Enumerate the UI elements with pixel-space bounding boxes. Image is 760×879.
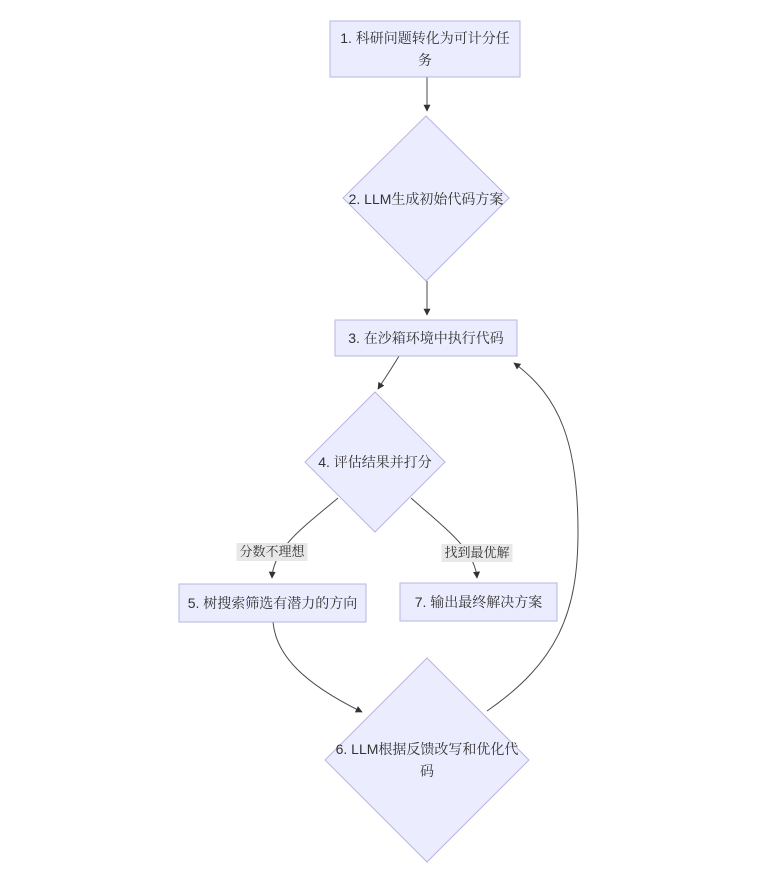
edge-label-optimal-found: 找到最优解 xyxy=(441,544,512,562)
node-n4-label: 4. 评估结果并打分 xyxy=(318,454,432,470)
node-n7-label: 7. 输出最终解决方案 xyxy=(414,594,543,610)
node-n6-label: 6. LLM根据反馈改写和优化代码 xyxy=(335,741,519,779)
node-n3-label: 3. 在沙箱环境中执行代码 xyxy=(348,330,504,346)
node-n5-label: 5. 树搜索筛选有潜力的方向 xyxy=(187,595,358,611)
node-n2-label: 2. LLM生成初始代码方案 xyxy=(348,190,504,207)
edge-label-score-not-ideal: 分数不理想 xyxy=(236,543,307,561)
edge-n3-n4 xyxy=(378,356,399,389)
node-n1-label: 1. 科研问题转化为可计分任务 xyxy=(340,30,510,68)
